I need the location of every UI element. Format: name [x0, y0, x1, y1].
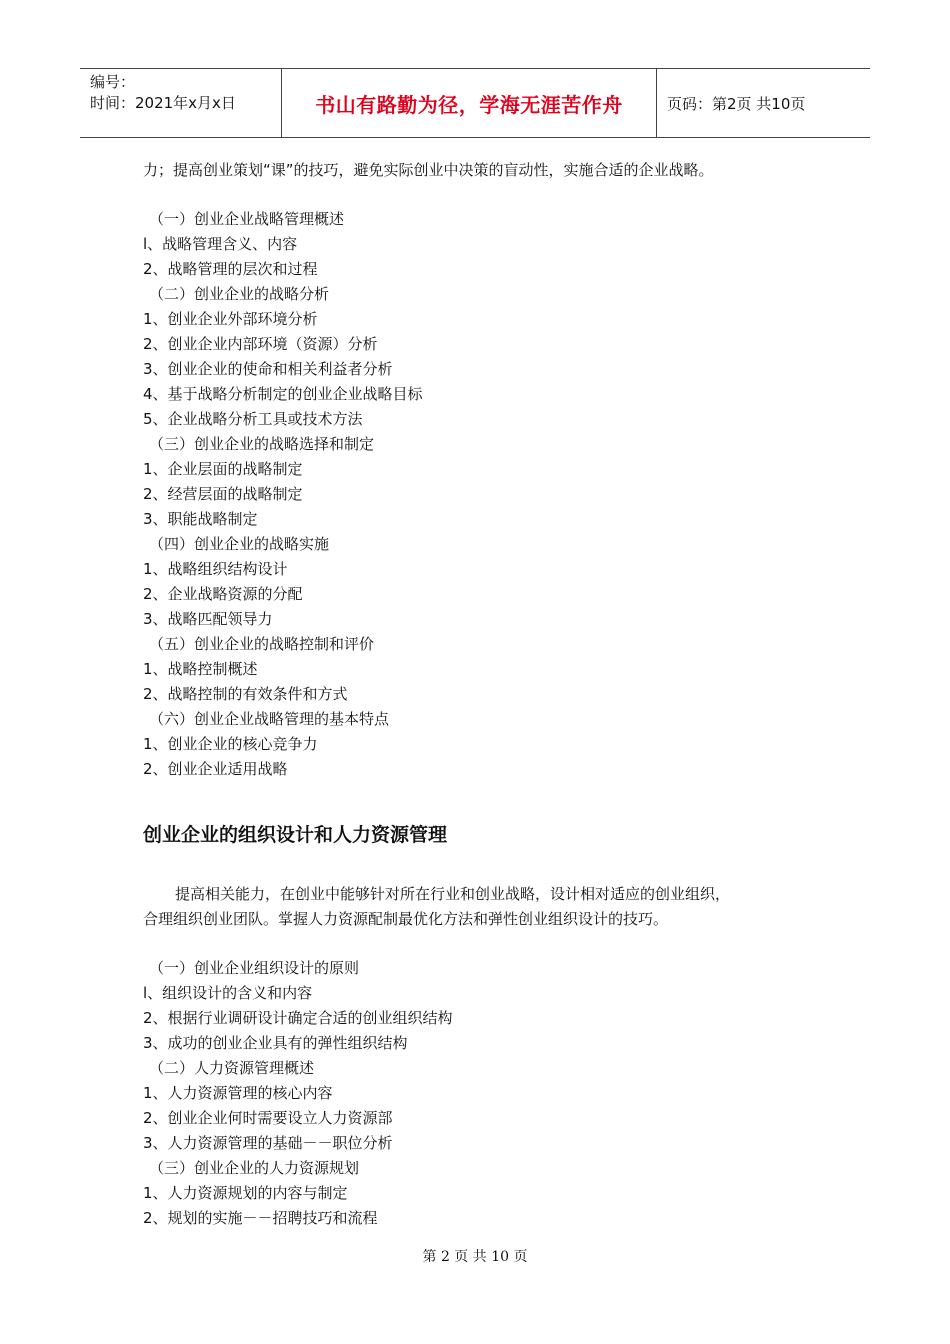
list-item: 1、人力资源管理的核心内容 [143, 1084, 333, 1102]
list-item: 2、创业企业适用战略 [143, 760, 288, 778]
header-page-info: 页码：第2页 共10页 [667, 94, 806, 113]
list-item: （二）人力资源管理概述 [149, 1059, 315, 1077]
list-item: 2、根据行业调研设计确定合适的创业组织结构 [143, 1009, 453, 1027]
page-header [80, 68, 870, 138]
list-item: （三）创业企业的人力资源规划 [149, 1159, 360, 1177]
list-item: （三）创业企业的战略选择和制定 [149, 435, 375, 453]
paragraph-line: 合理组织创业团队。掌握人力资源配制最优化方法和弹性创业组织设计的技巧。 [143, 910, 669, 928]
intro-line: 力；提高创业策划“课”的技巧，避免实际创业中决策的盲动性，实施合适的企业战略。 [143, 161, 714, 179]
list-item: 1、创业企业外部环境分析 [143, 310, 318, 328]
list-item: 4、基于战略分析制定的创业企业战略目标 [143, 385, 423, 403]
list-item: 3、战略匹配领导力 [143, 610, 273, 628]
list-item: l、组织设计的含义和内容 [143, 984, 313, 1002]
list-item: （一）创业企业战略管理概述 [149, 210, 345, 228]
section2-list [143, 956, 823, 1231]
paragraph-line: 提高相关能力，在创业中能够针对所在行业和创业战略，设计相对适应的创业组织， [175, 885, 731, 903]
list-item: 2、战略管理的层次和过程 [143, 260, 318, 278]
list-item: 5、企业战略分析工具或技术方法 [143, 410, 363, 428]
list-item: （二）创业企业的战略分析 [149, 285, 330, 303]
list-item: 1、创业企业的核心竞争力 [143, 735, 318, 753]
list-item: l、战略管理含义、内容 [143, 235, 298, 253]
list-item: 2、经营层面的战略制定 [143, 485, 303, 503]
list-item: （四）创业企业的战略实施 [149, 535, 330, 553]
number-label: 编号： [90, 73, 136, 91]
header-left-cell [80, 69, 282, 137]
list-item: 2、创业企业内部环境（资源）分析 [143, 335, 378, 353]
list-item: 2、战略控制的有效条件和方式 [143, 685, 348, 703]
list-item: 1、企业层面的战略制定 [143, 460, 303, 478]
time-label: 时间：2021年x月x日 [90, 94, 236, 112]
list-item: 2、创业企业何时需要设立人力资源部 [143, 1109, 393, 1127]
list-item: 3、人力资源管理的基础－－职位分析 [143, 1134, 393, 1152]
list-item: （六）创业企业战略管理的基本特点 [149, 710, 390, 728]
list-item: 1、战略控制概述 [143, 660, 258, 678]
list-item: 2、规划的实施－－招聘技巧和流程 [143, 1209, 378, 1227]
document-body [143, 158, 823, 1231]
list-item: （一）创业企业组织设计的原则 [149, 959, 360, 977]
list-item: 2、企业战略资源的分配 [143, 585, 303, 603]
section-heading: 创业企业的组织设计和人力资源管理 [143, 824, 448, 846]
header-motto: 书山有路勤为径，学海无涯苦作舟 [282, 69, 657, 137]
list-item: 3、职能战略制定 [143, 510, 258, 528]
list-item: 3、成功的创业企业具有的弹性组织结构 [143, 1034, 408, 1052]
list-item: 1、战略组织结构设计 [143, 560, 288, 578]
section1-list [143, 207, 823, 782]
list-item: 3、创业企业的使命和相关利益者分析 [143, 360, 393, 378]
list-item: 1、人力资源规划的内容与制定 [143, 1184, 348, 1202]
list-item: （五）创业企业的战略控制和评价 [149, 635, 375, 653]
page-footer: 第 2 页 共 10 页 [422, 1249, 528, 1265]
